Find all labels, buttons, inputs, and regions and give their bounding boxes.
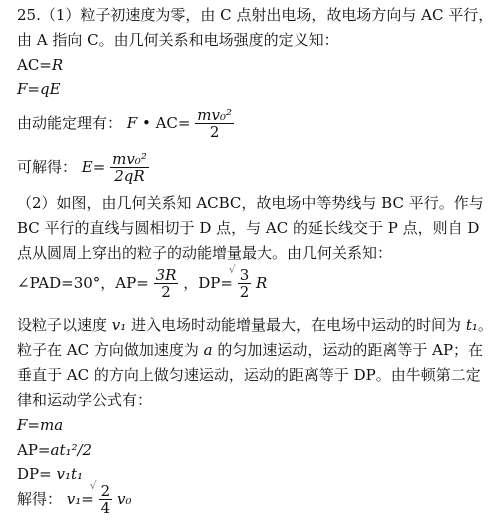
ke-F: F: [126, 114, 138, 132]
ke-mid: • AC=: [137, 114, 191, 132]
line11-part-b: 进入电场时动能增量最大，在电场中运动的时间为: [126, 316, 466, 334]
equation-dp: [17, 467, 83, 482]
ap-numerator: 3R: [155, 266, 177, 284]
equation-kinetic-energy: [17, 108, 234, 140]
fma-rest: =ma: [27, 416, 64, 434]
text-line-1: 25.（1）粒子初速度为零，由 C 点射出电场，故电场方向与 AC 平行，: [17, 6, 494, 24]
ke-numerator: mv₀²: [197, 106, 232, 124]
solution-numerator: 2: [100, 482, 111, 500]
equation-geometry: [17, 263, 268, 301]
angle-ap: ∠PAD=30°，AP=: [17, 274, 149, 292]
dp-denominator: 2: [239, 283, 250, 301]
dp-numerator: 3: [239, 266, 250, 284]
ap2-left: AP=: [17, 441, 51, 459]
ap-denominator: 2: [154, 283, 179, 300]
e-fraction: [110, 152, 149, 184]
solution-denominator: 4: [100, 499, 111, 517]
text-line-12: [17, 343, 483, 358]
a-symbol: a: [203, 341, 213, 359]
dp-fraction: [228, 263, 252, 301]
line12-part-b: 的匀加速运动，运动的距离等于 AP；在: [212, 341, 484, 359]
ke-denominator: 2: [195, 123, 234, 140]
sqrt-icon-2: √: [89, 479, 97, 492]
line11-part-c: 。: [477, 316, 493, 334]
ap2-right: at₁²/2: [50, 441, 93, 459]
dp-label: ，DP=: [183, 274, 233, 292]
equation-fma: [17, 418, 63, 433]
solution-v0: v₀: [116, 490, 132, 508]
dp2-right: v₁t₁: [56, 465, 83, 483]
e-label: 可解得：: [17, 158, 78, 176]
v1-symbol: v₁: [111, 316, 127, 334]
ac-left: AC=: [17, 56, 52, 74]
ke-fraction: [195, 108, 234, 140]
solution-fraction: [89, 479, 113, 517]
text-line-13: 垂直于 AC 的方向上做匀速运动，运动的距离等于 DP。由牛顿第二定: [17, 366, 481, 384]
fma-F: F: [17, 416, 28, 434]
solution-v1: v₁=: [66, 490, 94, 508]
text-line-7: （2）如图，由几何关系知 ACBC，故电场中等势线与 BC 平行。作与: [17, 194, 484, 212]
equation-ap: [17, 443, 92, 458]
text-line-9: 点从圆周上穿出的粒子的动能增量最大。由几何关系知：: [17, 244, 393, 262]
f-right: =qE: [27, 80, 61, 98]
sqrt-icon: √: [228, 263, 236, 276]
line12-part-a: 粒子在 AC 方向做加速度为: [17, 341, 204, 359]
ac-right: R: [51, 56, 64, 74]
equation-f: [17, 82, 61, 97]
ke-label: 由动能定理有：: [17, 114, 123, 132]
text-line-8: BC 平行的直线与圆相切于 D 点，与 AC 的延长线交于 P 点，则自 D: [17, 219, 480, 237]
equation-e: [17, 152, 149, 184]
dp2-left: DP=: [17, 465, 57, 483]
ap-fraction: [154, 268, 179, 300]
e-numerator: mv₀²: [112, 150, 147, 168]
dp-R: R: [256, 274, 268, 292]
text-line-2: 由 A 指向 C。由几何关系和电场强度的定义知：: [17, 31, 339, 49]
e-left: E=: [81, 158, 106, 176]
text-line-11: [17, 318, 493, 333]
solution-label: 解得：: [17, 490, 63, 508]
t1-symbol: t₁: [465, 316, 478, 334]
line11-part-a: 设粒子以速度: [17, 316, 112, 334]
e-denominator: 2qR: [110, 167, 149, 184]
equation-ac: [17, 58, 63, 73]
f-left: F: [17, 80, 28, 98]
text-line-14: 律和运动学公式有：: [17, 391, 153, 409]
equation-solution: [17, 479, 132, 517]
